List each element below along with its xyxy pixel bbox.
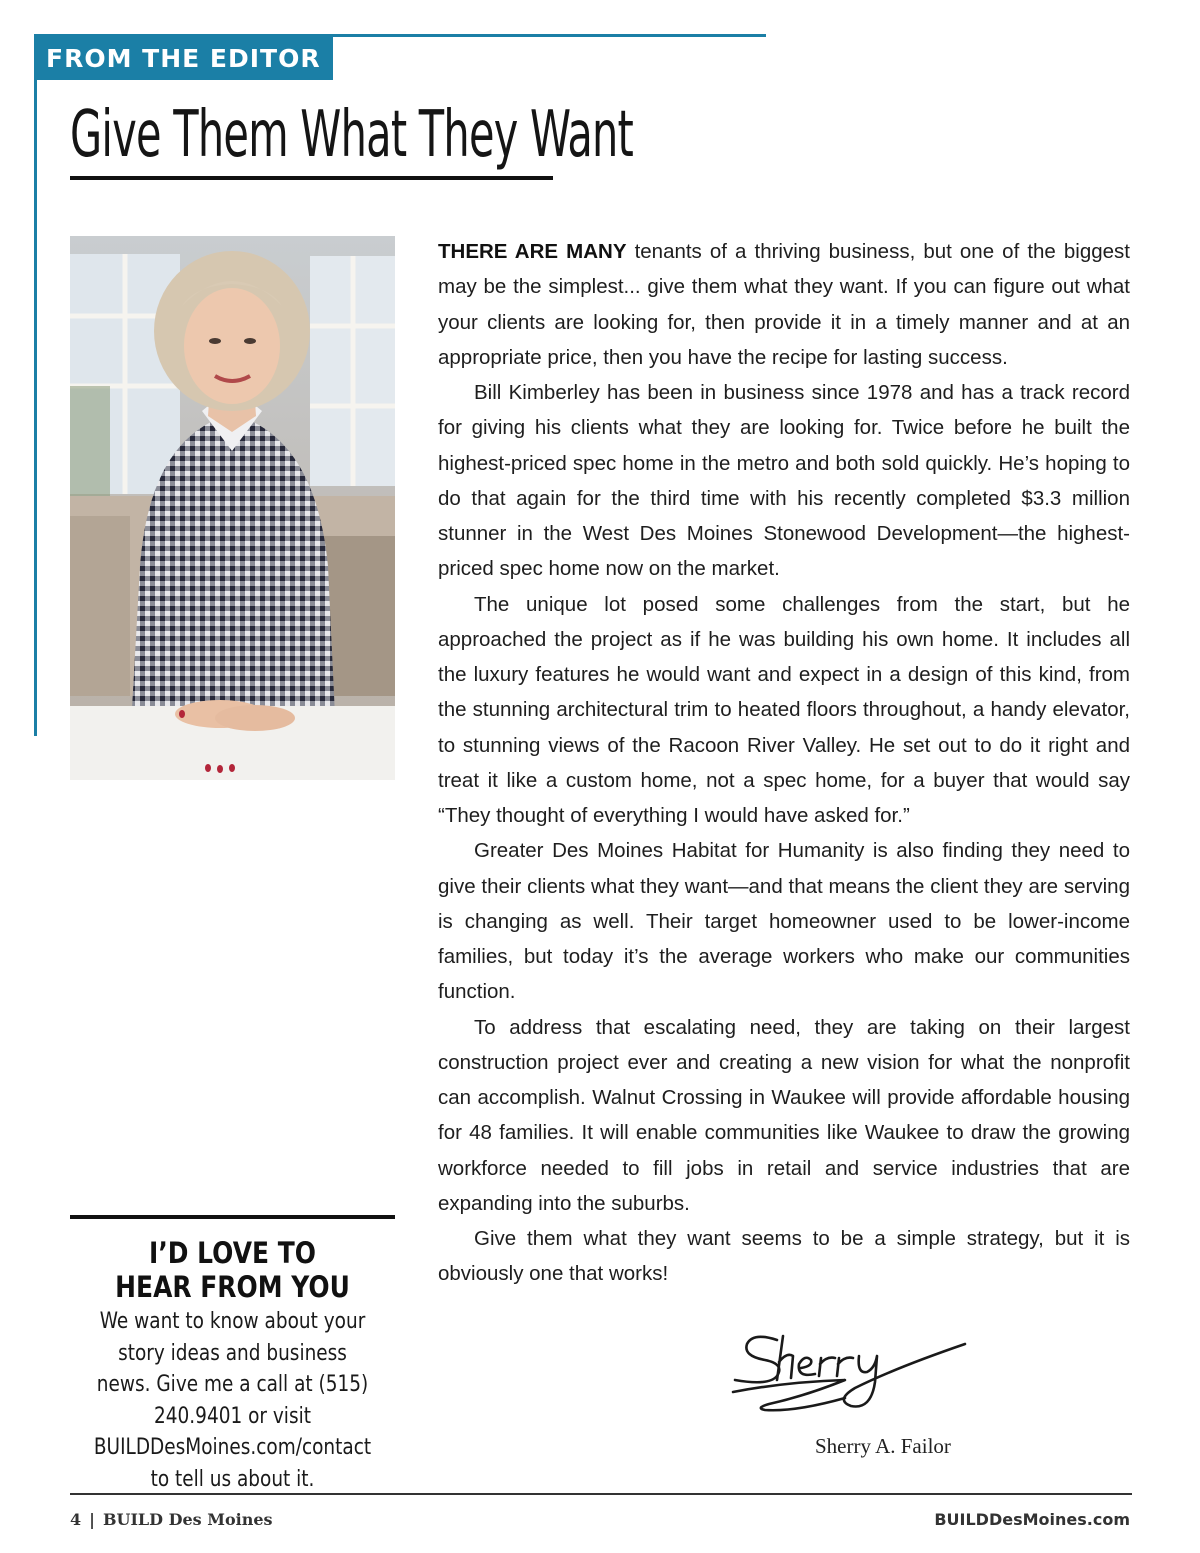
page-title: Give Them What They Want — [70, 98, 634, 172]
publication-name: BUILD Des Moines — [102, 1510, 273, 1529]
signer-name: Sherry A. Failor — [815, 1434, 951, 1458]
section-label: FROM THE EDITOR — [34, 36, 333, 80]
page-number: 4 — [70, 1510, 82, 1529]
article-paragraph: To address that escalating need, they are taking on their largest construction project ever and creating a new vision for what the nonprofit can accomplish. Walnut Crossing in Waukee will provide affordable housing for 48 families. It will enable communities like Waukee to draw the growing workforce needed to fill jobs in retail and service industries that are expanding into the suburbs. — [438, 1015, 1130, 1215]
callout-body: We want to know about your story ideas and business news. Give me a call at (515) 240.9401 or visit BUILDDesMoines.com/contact to tell us about it. — [93, 1309, 372, 1492]
article-paragraph: Give them what they want seems to be a simple strategy, but it is obviously one that works! — [438, 1227, 1130, 1286]
handwritten-signature — [725, 1322, 970, 1422]
footer-separator: | — [89, 1510, 95, 1529]
title-underline — [70, 176, 553, 180]
editorial-body — [438, 234, 1130, 1292]
callout-top-rule — [70, 1215, 395, 1219]
footer-folio — [70, 1510, 273, 1529]
article-paragraph: Greater Des Moines Habitat for Humanity is also finding they need to give their clients what they want—and that means the client they are serving is changing as well. Their target homeowner used to be lower-income families, but today it’s the average workers who make our communities function. — [438, 839, 1130, 1004]
paragraph-text: tenants of a thriving business, but one of the biggest may be the simplest... give them what they want. If you can figure out what your clients are looking for, then provide it in a timely manner and at an appropriate price, then you have the recipe for lasting success. — [438, 240, 1130, 369]
footer-website: BUILDDesMoines.com — [934, 1510, 1130, 1529]
article-paragraph: Bill Kimberley has been in business since 1978 and has a track record for giving his clients what they are looking for. Twice before he built the highest-priced spec home in the metro and both sold quickly. He’s hoping to do that again for the third time with his recently completed $3.3 million stunner in the West Des Moines Stonewood Development—the highest-priced spec home now on the market. — [438, 381, 1130, 581]
editor-portrait — [70, 236, 395, 780]
callout-heading-line: I’D LOVE TO — [149, 1236, 316, 1270]
article-paragraph — [438, 234, 1130, 375]
article-paragraph: The unique lot posed some challenges from the start, but he approached the project as if he was building his own home. It includes all the luxury features he would want and expect in a design of this kind, from the stunning architectural trim to heated floors throughout, a handy elevator, to stunning views of the Racoon River Valley. He set out to do it right and treat it like a custom home, not a spec home, for a buyer that would say “They thought of everything I would have asked for.” — [438, 592, 1130, 827]
callout-heading — [93, 1236, 373, 1304]
callout-heading-line: HEAR FROM YOU — [115, 1270, 350, 1304]
footer-rule — [70, 1493, 1132, 1495]
header-frame-left-rule — [34, 36, 37, 736]
lead-in: THERE ARE MANY — [438, 240, 627, 263]
